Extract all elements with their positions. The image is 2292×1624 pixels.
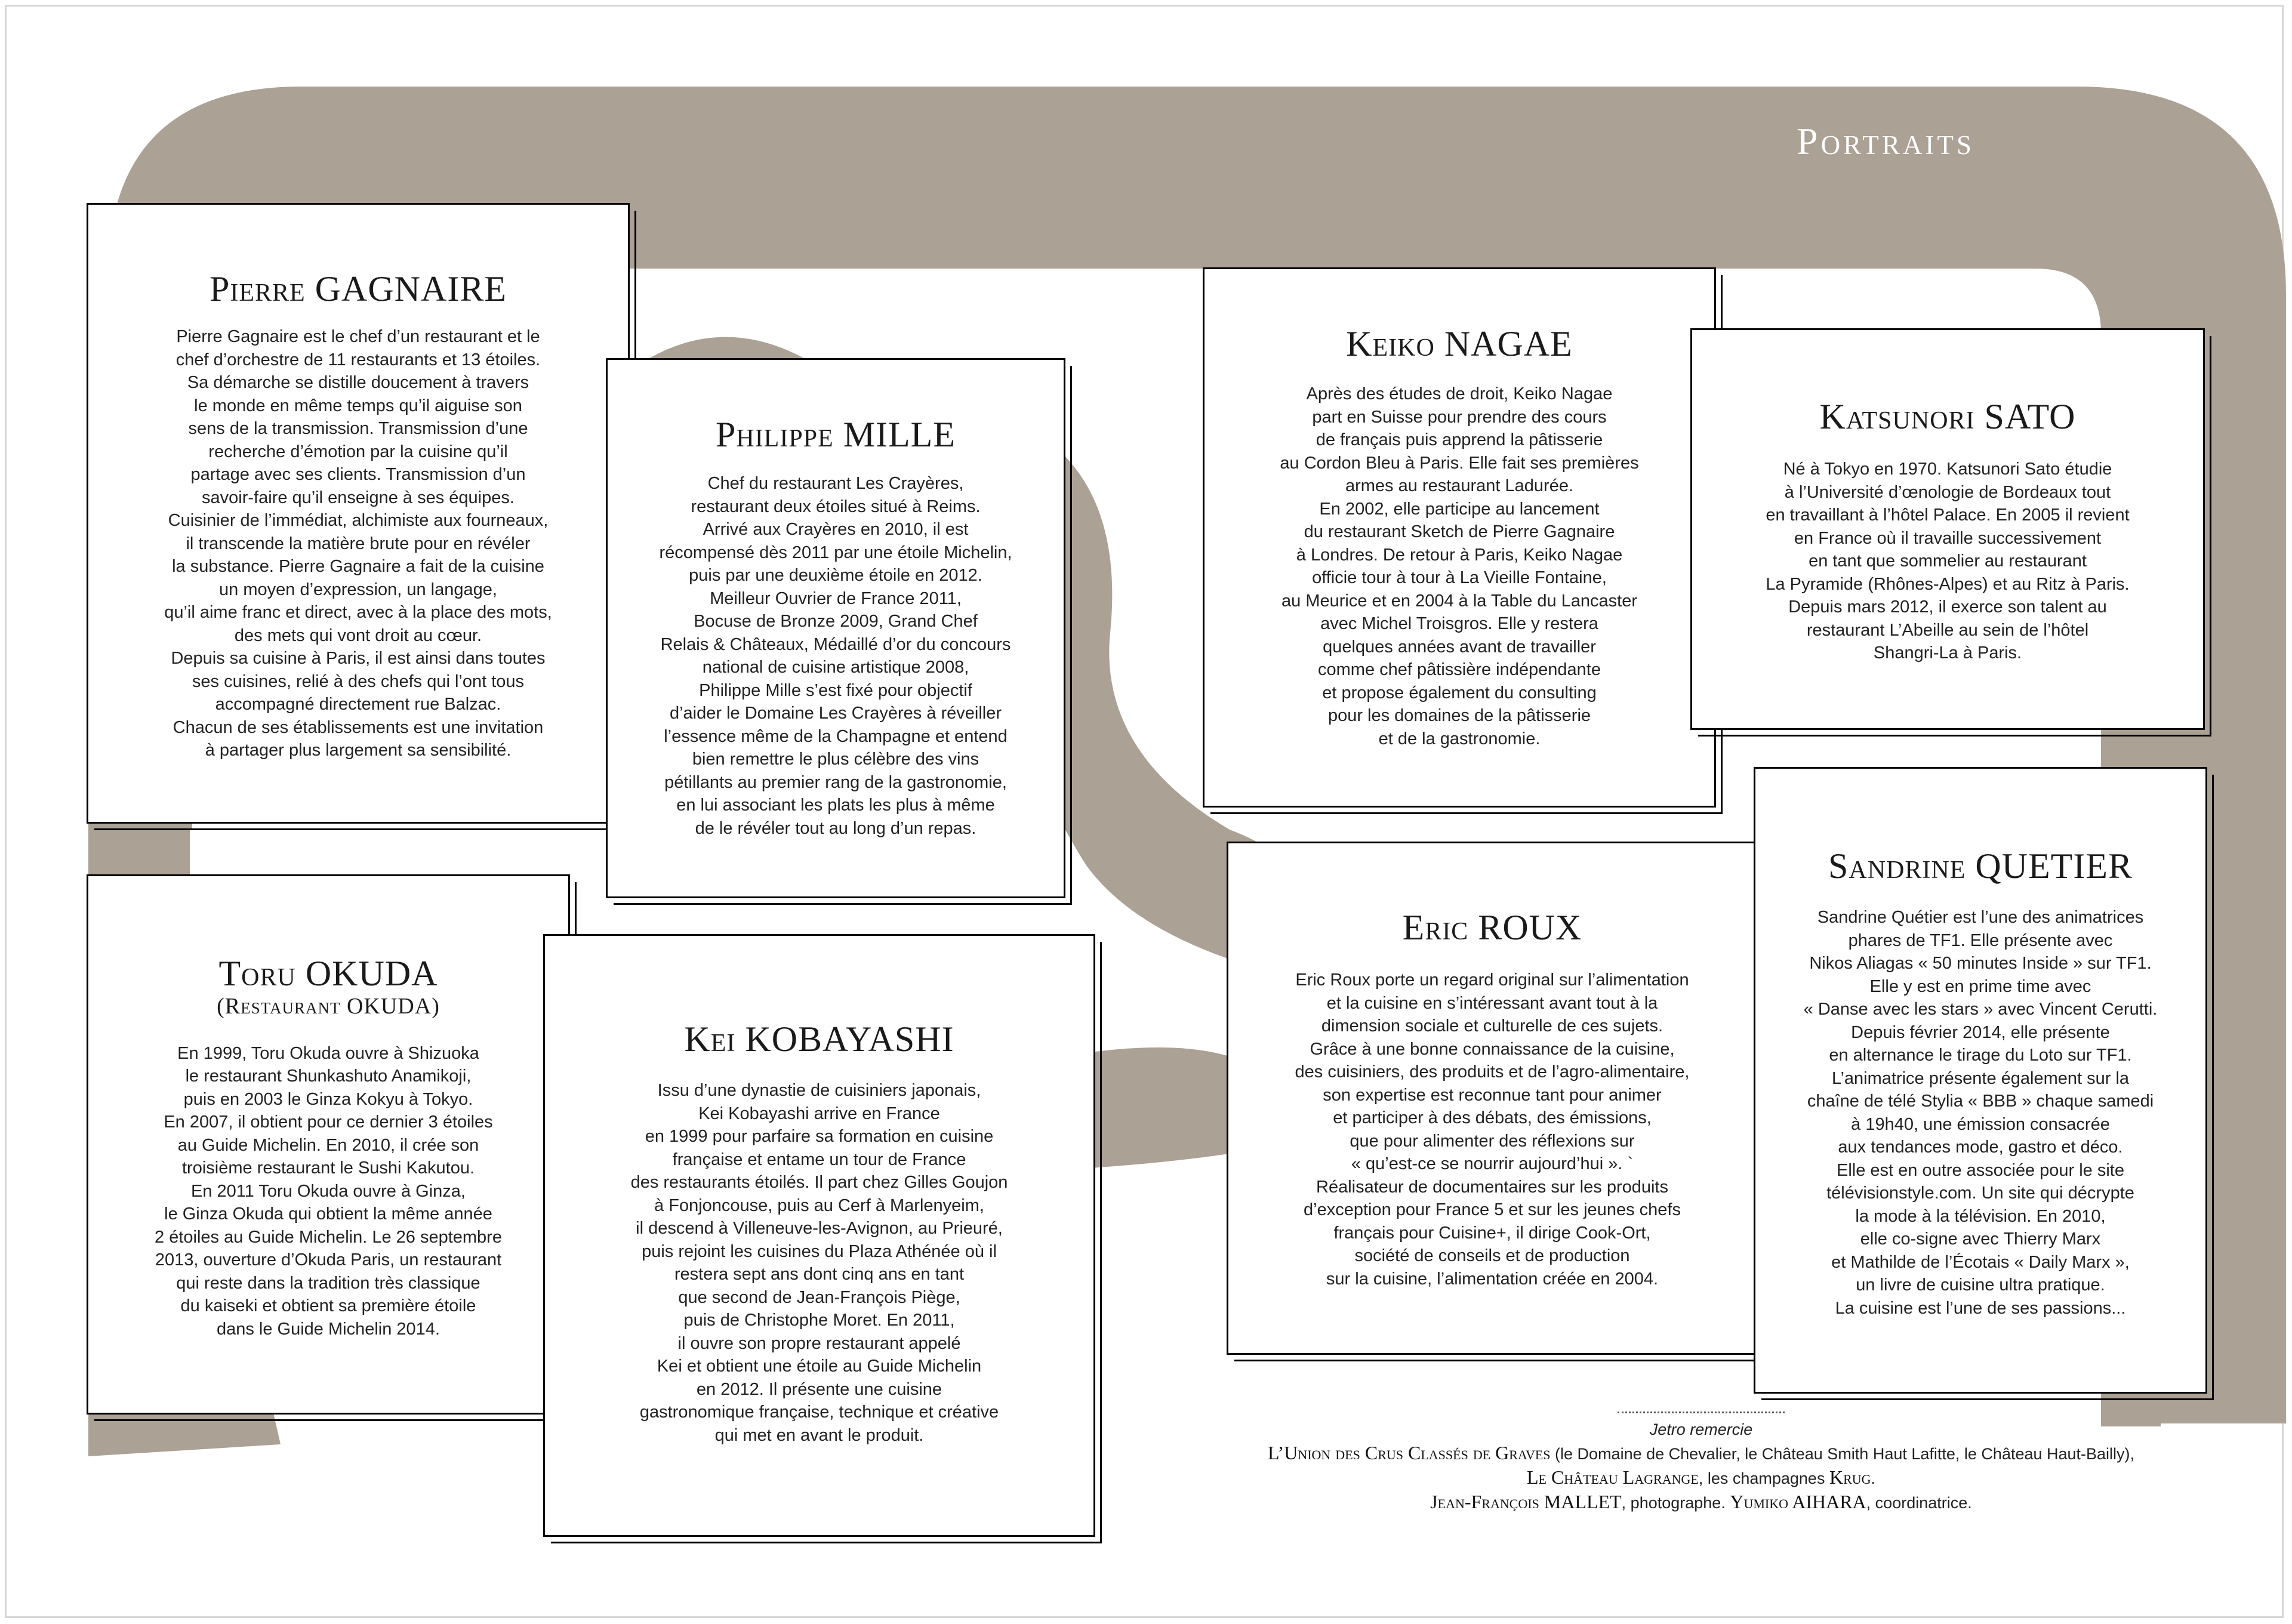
card-line: au Cordon Bleu à Paris. Elle fait ses premières [1280,453,1639,473]
card-line: au Guide Michelin. En 2010, il crée son [177,1135,479,1155]
card-line: partage avec ses clients. Transmission d’un [190,465,526,484]
card-line: française et entame un tour de France [672,1150,966,1169]
card-line: Depuis février 2014, elle présente [1851,1022,2110,1042]
card-line: Depuis sa cuisine à Paris, il est ainsi dans toutes [171,649,546,668]
card-name: Keiko NAGAE [1346,324,1573,363]
card-line: et Mathilde de l’Écotais « Daily Marx », [1831,1252,2130,1272]
card-line: quelques années avant de travailler [1323,637,1596,657]
card-line: aux tendances mode, gastro et déco. [1838,1138,2123,1157]
card-body [1204,383,1714,750]
credits-line-1 [1164,1441,2238,1466]
card-line: chef d’orchestre de 11 restaurants et 13 étoiles. [175,350,541,369]
card-line: Philippe Mille s’est fixé pour objectif [699,680,972,700]
card-line: télévisionstyle.com. Un site qui décrypte [1826,1184,2134,1203]
card-line: restaurant deux étoiles situé à Reims. [691,497,981,516]
card-line: Meilleur Ouvrier de France 2011, [710,588,962,608]
card-body [88,325,628,762]
card-line: Sa démarche se distille doucement à travers [187,373,529,392]
credits-aihara: Yumiko AIHARA [1730,1491,1866,1512]
card-line: comme chef pâtissière indépendante [1318,660,1601,679]
credits-krug: Krug [1829,1466,1871,1488]
card-line: d’aider le Domaine Les Crayères à réveiller [669,704,1002,723]
credits-thanks: Jetro remercie [1649,1420,1753,1438]
portrait-card-kobayashi [543,934,1095,1537]
card-line: en 2012. Il présente une cuisine [696,1379,942,1399]
card-body [1228,969,1756,1290]
portrait-card-quetier [1754,767,2207,1394]
card-line: accompagné directement rue Balzac. [215,695,501,714]
card-line: en 1999 pour parfaire sa formation en cuisine [645,1127,994,1146]
card-line: officie tour à tour à La Vieille Fontaine, [1312,568,1607,587]
card-line: Eric Roux porte un regard original sur l’alimentation [1295,970,1689,990]
card-body [88,1042,568,1341]
card-line: un livre de cuisine ultra pratique. [1856,1275,2105,1295]
card-line: Shangri-La à Paris. [1873,643,2022,662]
card-line: il ouvre son propre restaurant appelé [677,1333,961,1353]
card-line: société de conseils et de production [1354,1246,1630,1265]
card-line: restera sept ans dont cinq ans en tant [674,1265,965,1284]
card-line: puis par une deuxième étoile en 2012. [689,566,982,585]
card-line: armes au restaurant Ladurée. [1345,476,1574,495]
card-line: en tant que sommelier au restaurant [1809,551,2087,571]
card-body [545,1079,1093,1447]
portrait-card-nagae [1203,267,1716,808]
card-line: Issu d’une dynastie de cuisiniers japonais, [657,1081,981,1100]
card-line: L’animatrice présente également sur la [1831,1068,2130,1088]
credits-line-3 [1164,1490,2238,1515]
card-line: au Meurice et en 2004 à la Table du Lancaster [1281,591,1637,611]
card-line: et propose également du consulting [1322,683,1597,702]
card-line: que second de Jean-François Piège, [678,1287,960,1307]
card-line: national de cuisine artistique 2008, [702,658,969,677]
card-line: des cuisiniers, des produits et de l’agro-alimentaire, [1295,1062,1690,1081]
card-line: pétillants au premier rang de la gastronomie, [664,772,1007,792]
card-line: il descend à Villeneuve-les-Avignon, au Prieuré, [636,1219,1003,1238]
card-line: Kei et obtient une étoile au Guide Michelin [657,1357,982,1376]
dotted-divider [1618,1412,1785,1416]
card-name: Eric ROUX [1402,908,1582,947]
portrait-card-sato [1690,328,2205,730]
card-line: Chef du restaurant Les Crayères, [707,474,964,493]
card-line: La cuisine est l’une de ses passions... [1835,1298,2126,1318]
card-line: puis rejoint les cuisines du Plaza Athénée où il [642,1241,997,1261]
card-line: dimension sociale et culturelle de ces sujets. [1321,1016,1663,1036]
portrait-card-gagnaire [87,203,630,824]
card-line: « qu’est-ce se nourrir aujourd’hui ». ` [1351,1154,1634,1173]
card-line: Chacun de ses établissements est une invitation [172,717,544,737]
card-line: français pour Cuisine+, il dirige Cook-Ort, [1333,1223,1651,1243]
card-subtitle: (Restaurant OKUDA) [217,994,440,1019]
card-name: Toru OKUDA [218,954,438,993]
portrait-card-mille [606,358,1065,898]
card-line: phares de TF1. Elle présente avec [1848,930,2113,950]
card-name: Pierre GAGNAIRE [210,269,507,309]
card-line: « Danse avec les stars » avec Vincent Cerutti. [1803,1000,2158,1019]
card-line: des mets qui vont droit au cœur. [234,625,482,645]
card-line: à Fonjoncouse, puis au Cerf à Marlenyeim, [654,1195,984,1215]
card-line: de le révéler tout au long d’un repas. [695,818,976,838]
card-line: sur la cuisine, l’alimentation créée en 2004. [1326,1269,1659,1289]
card-line: Sandrine Quétier est l’une des animatrices [1817,908,2144,927]
card-line: le monde en même temps qu’il aiguise son [194,396,522,415]
card-line: avec Michel Troisgros. Elle y restera [1320,614,1598,633]
card-line: en France où il travaille successivement [1794,528,2102,548]
card-line: du restaurant Sketch de Pierre Gagnaire [1304,522,1615,541]
credits-coordinator: , coordinatrice. [1866,1494,1972,1512]
card-line: qui reste dans la tradition très classique [176,1273,480,1293]
portrait-card-okuda [87,874,570,1415]
card-line: le Ginza Okuda qui obtient la même année [164,1204,492,1224]
card-line: et la cuisine en s’intéressant avant tout à la [1326,993,1658,1013]
card-line: En 1999, Toru Okuda ouvre à Shizuoka [177,1043,479,1063]
card-line: Nikos Aliagas « 50 minutes Inside » sur TF1. [1809,954,2152,973]
card-line: la substance. Pierre Gagnaire a fait de la cuisine [172,557,544,576]
portrait-card-roux [1227,842,1758,1355]
card-line: puis de Christophe Moret. En 2011, [683,1311,955,1330]
card-line: Né à Tokyo en 1970. Katsunori Sato étudie [1783,460,2112,479]
card-line: sens de la transmission. Transmission d’une [188,419,528,438]
card-line: Pierre Gagnaire est le chef d’un restaurant et le [176,327,540,346]
card-line: qui met en avant le produit. [714,1425,924,1445]
card-line: Relais & Châteaux, Médaillé d’or du concours [660,634,1011,654]
card-line: savoir-faire qu’il enseigne à ses équipes. [202,488,515,507]
credits-mallet: Jean-François MALLET [1430,1491,1622,1512]
credits-period: . [1871,1469,1876,1487]
card-line: Depuis mars 2012, il exerce son talent au [1788,597,2107,617]
card-line: son expertise est reconnue tant pour animer [1323,1085,1662,1105]
credits-line-2 [1164,1466,2238,1490]
card-line: En 2002, elle participe au lancement [1319,499,1600,519]
card-body [1755,906,2205,1320]
card-line: troisième restaurant le Sushi Kakutou. [181,1158,475,1178]
card-line: à l’Université d’œnologie de Bordeaux tout [1784,482,2111,502]
card-line: récompensé dès 2011 par une étoile Michelin, [659,543,1012,562]
card-line: Arrivé aux Crayères en 2010, il est [703,520,969,539]
card-line: chaîne de télé Stylia « BBB » chaque samedi [1807,1092,2154,1111]
card-line: elle co-signe avec Thierry Marx [1860,1229,2101,1249]
section-title: Portraits [1797,120,1974,162]
card-line: en travaillant à l’hôtel Palace. En 2005 il revient [1766,506,2130,525]
card-line: 2 étoiles au Guide Michelin. Le 26 septembre [155,1227,502,1247]
card-body [608,472,1064,840]
card-line: ses cuisines, relié à des chefs qui l’ont tous [192,671,525,691]
card-line: gastronomique française, technique et créative [639,1403,999,1422]
card-line: il transcende la matière brute pour en révéler [186,534,531,553]
card-line: En 2011 Toru Okuda ouvre à Ginza, [191,1181,466,1201]
card-line: et de la gastronomie. [1378,729,1541,748]
card-line: pour les domaines de la pâtisserie [1327,706,1591,725]
card-line: Elle y est en prime time avec [1869,976,2091,996]
card-line: du kaiseki et obtient sa première étoile [180,1296,476,1316]
credits-union-detail: (le Domaine de Chevalier, le Château Smith Haut Lafitte, le Château Haut-Bailly), [1550,1445,2135,1463]
card-line: à partager plus largement sa sensibilité. [205,741,512,760]
card-line: le restaurant Shunkashuto Anamikoji, [185,1067,472,1086]
card-line: recherche d’émotion par la cuisine qu’il [208,442,508,461]
credits-photographer: , photographe. [1621,1494,1730,1512]
card-line: restaurant L’Abeille au sein de l’hôtel [1806,620,2089,640]
card-line: puis en 2003 le Ginza Kokyu à Tokyo. [183,1089,473,1109]
credits-champagnes: , les champagnes [1698,1469,1829,1487]
card-line: Cuisinier de l’immédiat, alchimiste aux fourneaux, [168,511,549,530]
card-line: des restaurants étoilés. Il part chez Gilles Goujon [630,1173,1008,1192]
card-line: et participer à des débats, des émissions, [1333,1108,1652,1127]
credits [1164,1412,2238,1515]
card-line: que pour alimenter des réflexions sur [1350,1131,1635,1151]
card-line: Réalisateur de documentaires sur les produits [1316,1177,1668,1197]
card-line: dans le Guide Michelin 2014. [216,1319,440,1339]
card-body [1692,458,2203,665]
card-line: En 2007, il obtient pour ce dernier 3 étoiles [164,1113,493,1132]
card-line: d’exception pour France 5 et sur les jeunes chefs [1304,1200,1681,1219]
card-line: bien remettre le plus célèbre des vins [692,750,979,769]
card-line: en lui associant les plats les plus à même [676,796,995,815]
card-name: Philippe MILLE [716,415,956,454]
card-line: La Pyramide (Rhônes-Alpes) et au Ritz à Paris. [1766,574,2130,594]
card-line: qu’il aime franc et direct, avec à la place des mots, [164,603,552,622]
card-line: à 19h40, une émission consacrée [1851,1114,2110,1134]
card-line: la mode à la télévision. En 2010, [1855,1206,2106,1226]
card-line: part en Suisse pour prendre des cours [1312,407,1607,427]
card-line: l’essence même de la Champagne et entend [664,726,1008,746]
card-line: 2013, ouverture d’Okuda Paris, un restaurant [155,1250,502,1270]
card-line: Après des études de droit, Keiko Nagae [1306,384,1613,403]
card-line: en alternance le tirage du Loto sur TF1. [1829,1046,2132,1065]
card-line: Grâce à une bonne connaissance de la cuisine, [1310,1039,1675,1059]
card-line: un moyen d’expression, un langage, [219,580,497,599]
card-name: Kei KOBAYASHI [684,1019,954,1059]
credits-union: L’Union des Crus Classés de Graves [1267,1442,1551,1463]
card-name: Katsunori SATO [1819,397,2076,436]
card-line: Kei Kobayashi arrive en France [698,1104,940,1123]
card-name: Sandrine QUETIER [1828,846,2133,886]
card-line: à Londres. De retour à Paris, Keiko Nagae [1296,545,1623,565]
card-line: de français puis apprend la pâtisserie [1316,430,1603,449]
card-line: Bocuse de Bronze 2009, Grand Chef [694,612,978,631]
card-line: Elle est en outre associée pour le site [1837,1160,2124,1180]
credits-lagrange: Le Château Lagrange [1526,1466,1699,1488]
